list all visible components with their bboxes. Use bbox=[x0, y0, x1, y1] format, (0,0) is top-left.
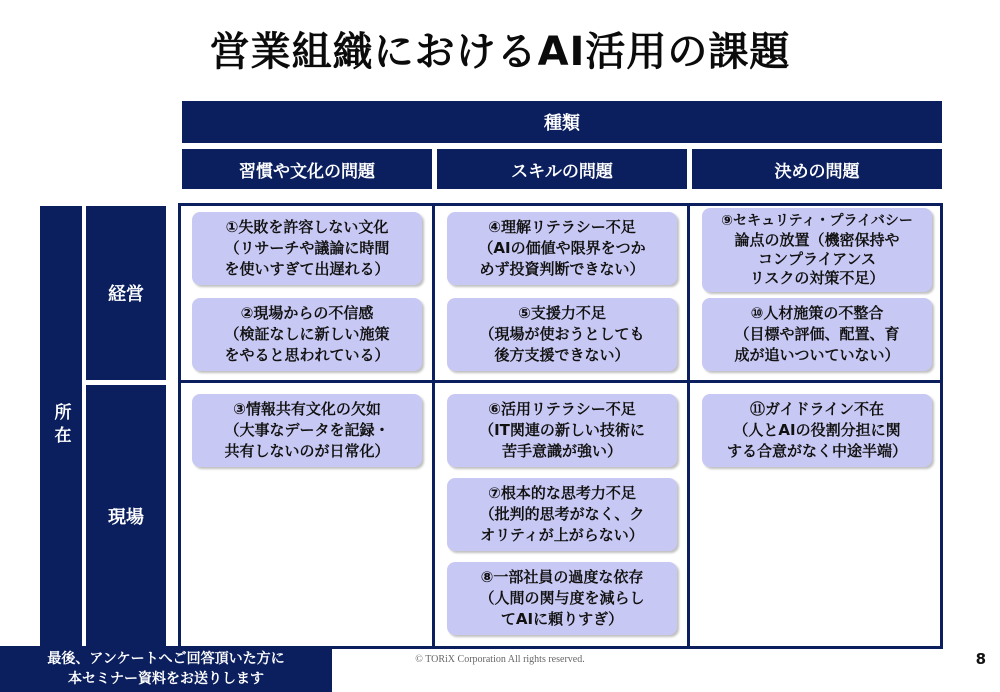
issue-card-8 bbox=[447, 562, 677, 635]
card-text: （現場が使おうとしても bbox=[479, 325, 645, 343]
issue-card-6 bbox=[447, 394, 677, 467]
issue-card-9 bbox=[702, 208, 932, 292]
card-title: ⑨セキュリティ・プライバシー bbox=[721, 213, 913, 229]
row-header-management: 経営 bbox=[86, 206, 166, 380]
card-text: （検証なしに新しい施策 bbox=[224, 325, 390, 343]
card-title: ⑦根本的な思考力不足 bbox=[488, 484, 636, 502]
card-title: ⑩人材施策の不整合 bbox=[750, 304, 884, 322]
survey-notice-line: 本セミナー資料をお送りします bbox=[68, 671, 264, 687]
column-header-decision: 決めの問題 bbox=[692, 149, 942, 189]
issue-card-7 bbox=[447, 478, 677, 551]
card-text: （リサーチや議論に時間 bbox=[224, 239, 390, 257]
card-title: ④理解リテラシー不足 bbox=[488, 218, 636, 236]
grid-divider bbox=[178, 380, 943, 383]
issue-card-4 bbox=[447, 212, 677, 285]
location-header: 所在 bbox=[40, 206, 82, 646]
page-number: 8 bbox=[975, 650, 986, 668]
issue-card-11 bbox=[702, 394, 932, 467]
issue-card-2 bbox=[192, 298, 422, 371]
card-title: ⑤支援力不足 bbox=[518, 304, 606, 322]
issue-card-3 bbox=[192, 394, 422, 467]
card-title: ⑥活用リテラシー不足 bbox=[488, 400, 636, 418]
card-text: 後方支援できない） bbox=[494, 346, 630, 364]
column-header-culture: 習慣や文化の問題 bbox=[182, 149, 432, 189]
card-text: を使いすぎて出遅れる） bbox=[224, 260, 390, 278]
card-text: （大事なデータを記録・ bbox=[224, 421, 390, 439]
card-title: ⑪ガイドライン不在 bbox=[749, 400, 885, 418]
card-text: （AIの価値や限界をつか bbox=[478, 239, 646, 257]
card-text: 苦手意識が強い） bbox=[501, 442, 622, 460]
card-text: 成が追いついていない） bbox=[734, 346, 900, 364]
card-title: ⑧一部社員の過度な依存 bbox=[480, 568, 644, 586]
card-text: 論点の放置（機密保持や bbox=[734, 231, 900, 249]
page-title: 営業組織におけるAI活用の課題 bbox=[209, 29, 791, 75]
issue-card-10 bbox=[702, 298, 932, 371]
column-header-skill: スキルの問題 bbox=[437, 149, 687, 189]
card-text: コンプライアンス bbox=[757, 250, 877, 268]
card-text: てAIに頼りすぎ） bbox=[500, 610, 624, 628]
card-text: （批判的思考がなく、ク bbox=[479, 505, 645, 523]
grid-divider bbox=[432, 203, 435, 649]
copyright-text: © TORiX Corporation All rights reserved. bbox=[415, 654, 585, 665]
survey-notice bbox=[0, 646, 332, 692]
card-title: ①失敗を許容しない文化 bbox=[225, 218, 389, 236]
card-text: する合意がなく中途半端） bbox=[726, 442, 907, 460]
card-text: オリティが上がらない） bbox=[480, 526, 644, 544]
survey-notice-line: 最後、アンケートへご回答頂いた方に bbox=[47, 651, 285, 667]
grid-divider bbox=[687, 203, 690, 649]
card-text: めず投資判断できない） bbox=[479, 260, 645, 278]
card-text: （目標や評価、配置、育 bbox=[734, 325, 900, 343]
card-text: （人とAIの役割分担に関 bbox=[733, 421, 901, 439]
issue-card-5 bbox=[447, 298, 677, 371]
card-text: （人間の関与度を減らし bbox=[479, 589, 645, 607]
card-text: （IT関連の新しい技術に bbox=[479, 421, 645, 439]
row-header-field: 現場 bbox=[86, 385, 166, 646]
card-text: リスクの対策不足） bbox=[749, 269, 885, 287]
card-title: ③情報共有文化の欠如 bbox=[233, 400, 381, 418]
type-header: 種類 bbox=[182, 101, 942, 143]
card-text: 共有しないのが日常化） bbox=[224, 442, 390, 460]
card-text: をやると思われている） bbox=[224, 346, 390, 364]
issue-card-1 bbox=[192, 212, 422, 285]
card-title: ②現場からの不信感 bbox=[240, 304, 374, 322]
